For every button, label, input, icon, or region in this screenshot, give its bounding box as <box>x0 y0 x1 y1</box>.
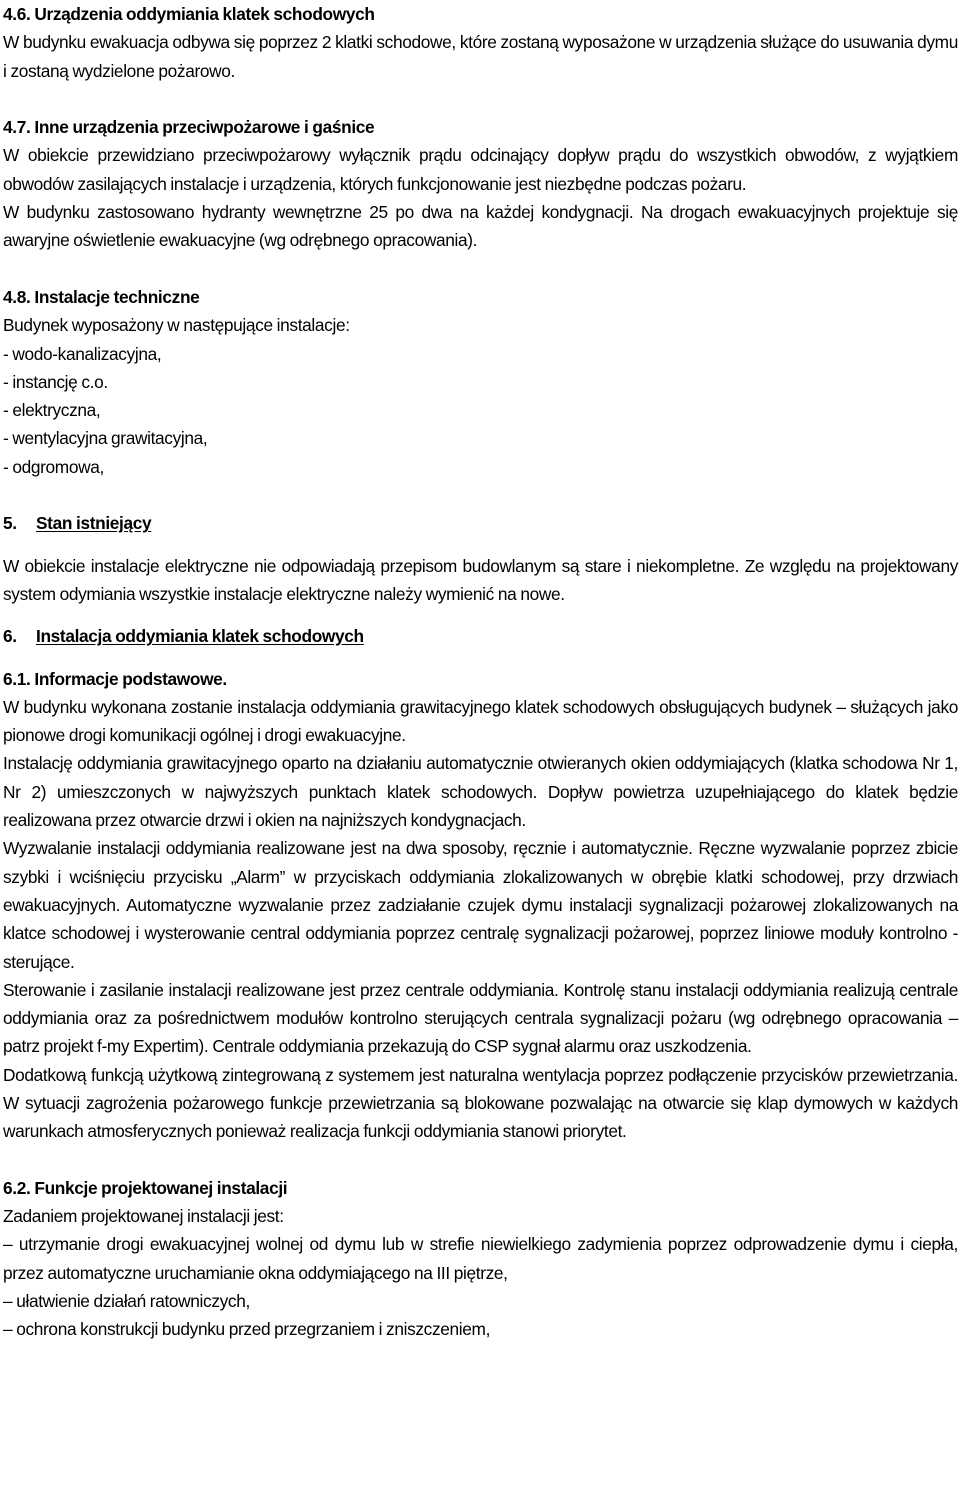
paragraph: W budynku zastosowano hydranty wewnętrzne 25 po dwa na każdej kondygnacji. Na drogach ewakuacyjnych projektuje się awaryjne oświetlenie ewakuacyjne (wg odrębnego opracowania). <box>3 202 958 251</box>
section-heading-6 <box>3 622 958 650</box>
paragraph: W budynku ewakuacja odbywa się poprzez 2 klatki schodowe, które zostaną wyposażone w urządzenia służące do usuwania dymu i zostaną wydzielone pożarowo. <box>3 32 958 81</box>
paragraph: W budynku wykonana zostanie instalacja oddymiania grawitacyjnego klatek schodowych obsługujących budynek – służących jako pionowe drogi komunikacji ogólnej i drogi ewakuacyjne. <box>3 696 958 746</box>
section-heading-6-2: 6.2. Funkcje projektowanej instalacji <box>3 1177 288 1198</box>
section-title: Instalacja oddymiania klatek schodowych <box>36 626 364 647</box>
paragraph: W obiekcie przewidziano przeciwpożarowy wyłącznik prądu odcinający dopływ prądu do wszystkich obwodów, z wyjątkiem obwodów zasilających instalacje i urządzenia, których funkcjonowanie jest niezbędne podczas pożaru. <box>3 145 958 194</box>
section-heading-6-1: 6.1. Informacje podstawowe. <box>3 668 227 689</box>
paragraph: Zadaniem projektowanej instalacji jest: <box>3 1206 284 1227</box>
paragraph: Wyzwalanie instalacji oddymiania realizowane jest na dwa sposoby, ręcznie i automatycznie. Ręczne wyzwalanie poprzez zbicie szybki i wciśnięciu przycisku „Alarm” w przyciskach oddymiania zlokalizowanych w obrębie klatki schodowej, przy drzwiach ewakuacyjnych. Automatyczne wyzwalanie przez zadziałanie czujek dymu instalacji sygnalizacji pożarowej zlokalizowanych na klatce schodowej i wysterowanie central oddymiania poprzez centralę sygnalizacji pożarowej, poprzez liniowe moduły kontrolno - sterujące. <box>3 838 958 972</box>
document-page <box>3 0 958 1344</box>
paragraph: Sterowanie i zasilanie instalacji realizowane jest przez centrale oddymiania. Kontrolę stanu instalacji oddymiania realizują centrale oddymiania oraz za pośrednictwem modułów kontrolno sterujących centrala sygnalizacji pożaru (wg odrębnego opracowania – patrz projekt f-my Expertim). Centrale oddymiania przekazują do CSP sygnał alarmu oraz uszkodzenia. <box>3 979 958 1057</box>
paragraph: Dodatkową funkcją użytkową zintegrowaną z systemem jest naturalna wentylacja poprzez podłączenie przycisków przewietrzania. W sytuacji zagrożenia pożarowego funkcje przewietrzania są blokowane pozwalając na otwarcie się klap dymowych w każdych warunkach atmosferycznych ponieważ realizacja funkcji oddymiania stanowi priorytet. <box>3 1064 958 1142</box>
paragraph: Instalację oddymiania grawitacyjnego oparto na działaniu automatycznie otwieranych okien oddymiających (klatka schodowa Nr 1, Nr 2) umieszczonych w najwyższych punktach klatek schodowych. Dopływ powietrza uzupełniającego do klatek będzie realizowana przez otwarcie drzwi i okien na najniższych kondygnacjach. <box>3 753 958 831</box>
list-item: - instancję c.o. <box>3 371 108 392</box>
section-heading-4-8: 4.8. Instalacje techniczne <box>3 286 200 307</box>
list-item: – utrzymanie drogi ewakuacyjnej wolnej od dymu lub w strefie niewielkiego zadymienia poprzez odprowadzenie dymu i ciepła, przez automatyczne uruchamianie okna oddymiającego na III piętrze, <box>3 1234 958 1283</box>
paragraph: Budynek wyposażony w następujące instalacje: <box>3 315 350 336</box>
paragraph: W obiekcie instalacje elektryczne nie odpowiadają przepisom budowlanym są stare i niekompletne. Ze względu na projektowany system odymiania wszystkie instalacje elektryczne należy wymienić na nowe. <box>3 555 958 604</box>
list-item: - odgromowa, <box>3 456 104 477</box>
section-number: 6. <box>3 626 17 647</box>
list-item: - wentylacyjna grawitacyjna, <box>3 428 208 449</box>
section-title: Stan istniejący <box>36 513 152 534</box>
section-heading-4-6: 4.6. Urządzenia oddymiania klatek schodowych <box>3 4 375 24</box>
list-item: - wodo-kanalizacyjna, <box>3 343 162 364</box>
section-heading-5 <box>3 509 958 537</box>
list-item: - elektryczna, <box>3 400 101 421</box>
section-number: 5. <box>3 513 17 534</box>
list-item: – ułatwienie działań ratowniczych, <box>3 1291 250 1312</box>
section-heading-4-7: 4.7. Inne urządzenia przeciwpożarowe i gaśnice <box>3 117 375 138</box>
list-item: – ochrona konstrukcji budynku przed przegrzaniem i zniszczeniem, <box>3 1319 491 1340</box>
